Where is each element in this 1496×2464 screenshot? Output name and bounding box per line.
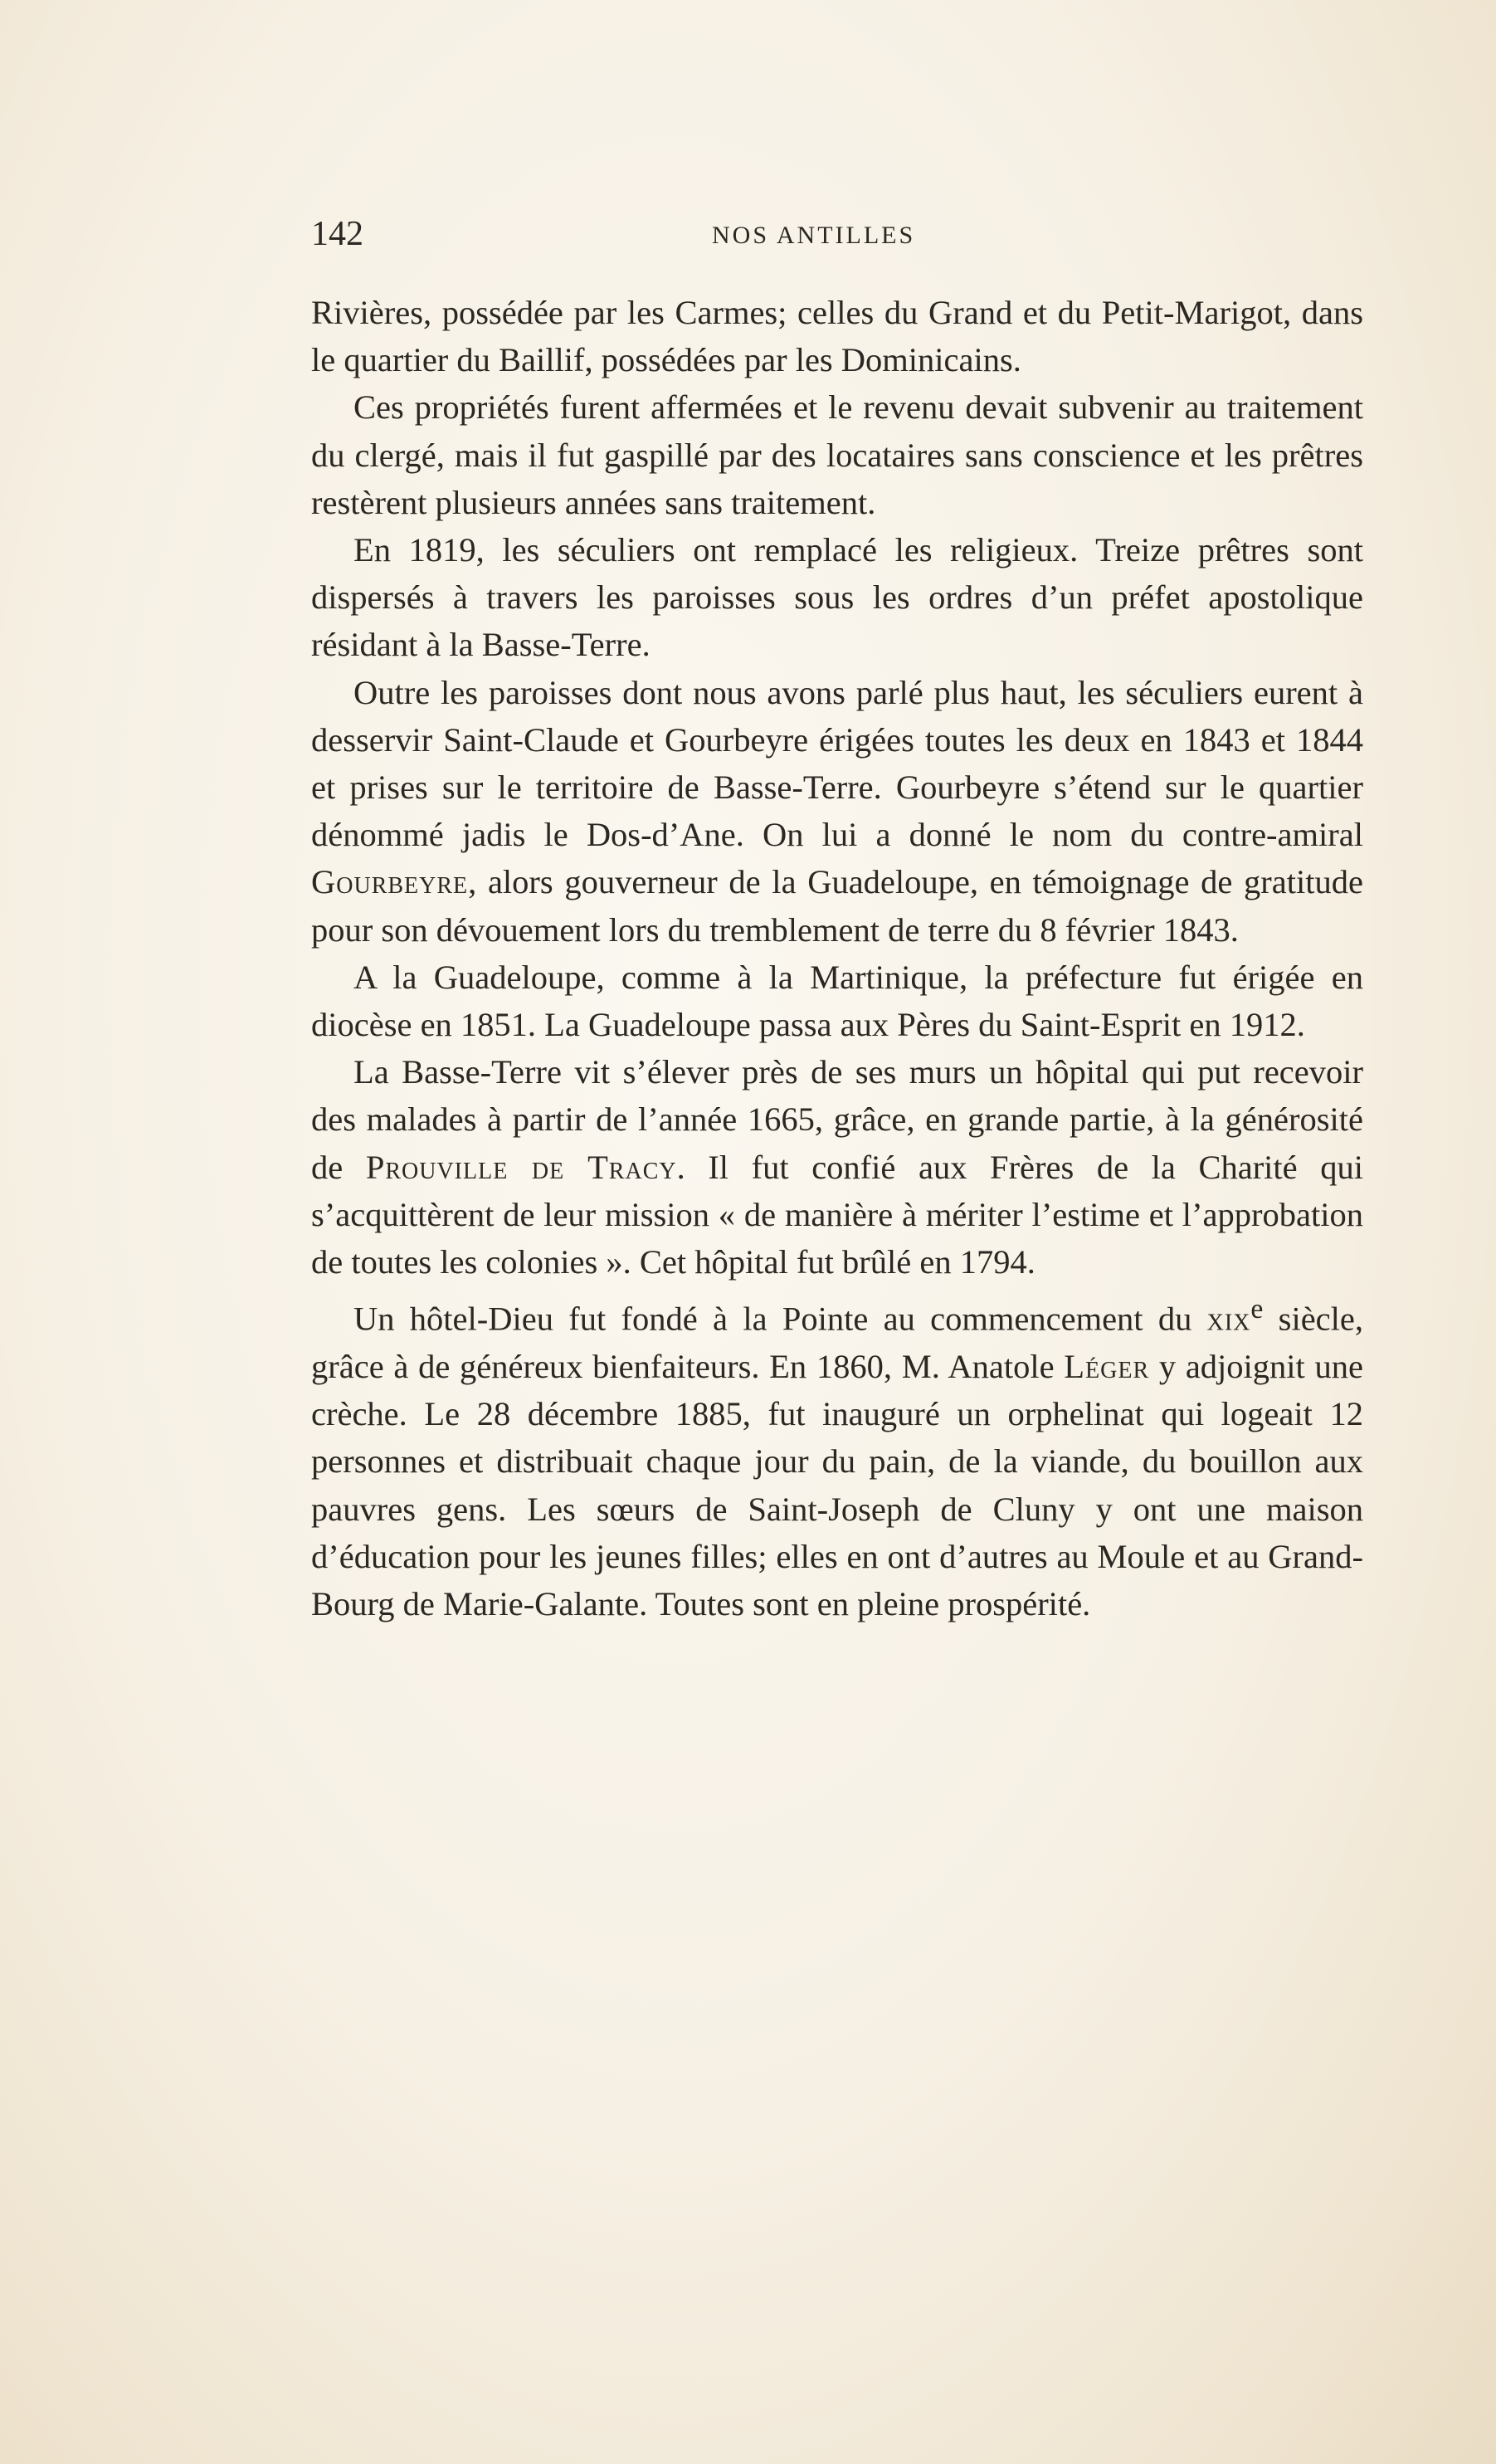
paragraph-continuation — [311, 289, 1363, 383]
century-numeral: xix — [1206, 1300, 1251, 1338]
paragraph-text: . Il fut confié aux Frères de la Charité qui s’acquittèrent de leur mission « de manière à mériter l’estime et l’approbation de toutes les colonies ». Cet hôpital fut brûlé en 1794. — [311, 1148, 1363, 1281]
person-name: Léger — [1064, 1347, 1150, 1385]
paragraph-properties — [311, 383, 1363, 526]
running-title: NOS ANTILLES — [712, 222, 916, 249]
paragraph-text: Un hôtel-Dieu fut fondé à la Pointe au commencement du — [353, 1300, 1207, 1338]
paragraph-text: Outre les paroisses dont nous avons parlé plus haut, les séculiers eurent à desservir Saint-Claude et Gourbeyre érigées toutes les deux en 1843 et 1844 et prises sur le territoire de Basse-Terre. Gourbeyre s’étend sur le quartier dénommé jadis le Dos-d’Ane. On lui a donné le nom du contre-amiral — [311, 673, 1363, 854]
paragraph-diocese — [311, 954, 1363, 1048]
person-name: Gourbeyre — [311, 863, 469, 901]
text-body — [311, 289, 1363, 1627]
paragraph-text: La Basse-Terre vit s’élever près de ses murs un hôpital qui put recevoir des malades à partir de l’année 1665, grâce, en grande partie, à la générosité de — [311, 1053, 1363, 1186]
paragraph-hotel-dieu — [311, 1286, 1363, 1627]
paragraph-text: siècle, grâce à de généreux bienfaiteurs. En 1860, M. Anatole — [311, 1300, 1363, 1385]
paragraph-text: En 1819, les séculiers ont remplacé les religieux. Treize prêtres sont dispersés à travers les paroisses sous les ordres d’un préfet apostolique résidant à la Basse-Terre. — [311, 531, 1363, 664]
century-superscript: e — [1250, 1294, 1264, 1325]
paragraph-paroisses — [311, 669, 1363, 954]
paragraph-hopital — [311, 1048, 1363, 1286]
paragraph-text: , alors gouverneur de la Guadeloupe, en témoignage de gratitude pour son dévouement lors du tremblement de terre du 8 février 1843. — [311, 863, 1363, 949]
page-number: 142 — [311, 215, 363, 253]
paragraph-seculiers — [311, 526, 1363, 669]
paragraph-text: Ces propriétés furent affermées et le revenu devait subvenir au traitement du clergé, mais il fut gaspillé par des locataires sans conscience et les prêtres restèrent plusieurs années sans traitement. — [311, 388, 1363, 521]
paragraph-text: y adjoignit une crèche. Le 28 décembre 1885, fut inauguré un orphelinat qui logeait 12 personnes et distribuait chaque jour du pain, de la viande, du bouillon aux pauvres gens. Les sœurs de Saint-Joseph de Cluny y ont une maison d’éducation pour les jeunes filles; elles en ont d’autres au Moule et au Grand-Bourg de Marie-Galante. Toutes sont en pleine prospérité. — [311, 1347, 1363, 1622]
paragraph-text: Rivières, possédée par les Carmes; celles du Grand et du Petit-Marigot, dans le quartier du Baillif, possédées par les Dominicains. — [311, 294, 1363, 379]
paragraph-text: A la Guadeloupe, comme à la Martinique, la préfecture fut érigée en diocèse en 1851. La Guadeloupe passa aux Pères du Saint-Esprit en 1912. — [311, 958, 1363, 1044]
person-name: Prouville de Tracy — [365, 1148, 677, 1186]
running-head — [311, 209, 1363, 259]
